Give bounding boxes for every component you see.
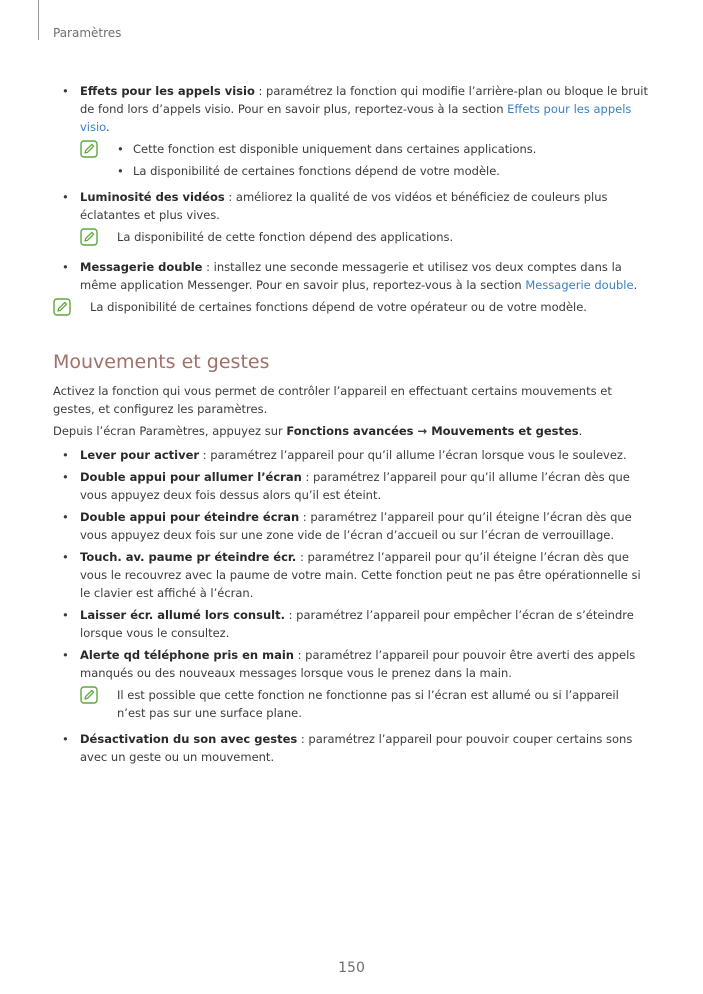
item-text: : paramétrez l’appareil pour qu’il éteigne l’écran dès que vous le recouvrez avec la paume de votre main. Cette fonction peut ne pas être opérationnelle si le clavier est affiché à l’écran. bbox=[80, 550, 641, 600]
item-text: : paramétrez l’appareil pour qu’il allume l’écran lorsque vous le soulevez. bbox=[199, 448, 627, 462]
item-term: Touch. av. paume pr éteindre écr. bbox=[80, 550, 297, 564]
list-item bbox=[53, 188, 649, 224]
note bbox=[53, 140, 649, 180]
item-term: Effets pour les appels visio bbox=[80, 84, 255, 98]
note-text: La disponibilité de cette fonction dépend des applications. bbox=[117, 230, 454, 244]
running-header: Paramètres bbox=[53, 26, 122, 40]
item-text: : paramétrez l’appareil pour qu’il allume l’écran dès que vous appuyez deux fois dessus alors qu’il est éteint. bbox=[80, 470, 630, 502]
page-content bbox=[53, 82, 649, 770]
item-text: : paramétrez la fonction qui modifie l’arrière-plan ou bloque le bruit de fond lors d’appels visio. Pour en savoir plus, reportez-vous à la section bbox=[80, 84, 648, 116]
note-pencil-icon bbox=[80, 686, 98, 704]
note-bullet: • Cette fonction est disponible uniquement dans certaines applications. bbox=[117, 140, 649, 158]
section-link[interactable]: Effets pour les appels visio bbox=[80, 102, 632, 134]
note-pencil-icon bbox=[53, 298, 71, 316]
list-item bbox=[53, 730, 649, 766]
list-item bbox=[53, 446, 649, 464]
note bbox=[53, 228, 649, 250]
note-pencil-icon bbox=[80, 228, 98, 246]
item-term: Luminosité des vidéos bbox=[80, 190, 225, 204]
path-item: Mouvements et gestes bbox=[431, 424, 579, 438]
item-term: Laisser écr. allumé lors consult. bbox=[80, 608, 285, 622]
list-item bbox=[53, 508, 649, 544]
header-rule bbox=[38, 0, 39, 40]
section-title: Mouvements et gestes bbox=[53, 351, 270, 373]
path-arrow: → bbox=[413, 424, 432, 438]
note bbox=[53, 298, 649, 320]
list-item bbox=[53, 646, 649, 682]
item-text: : paramétrez l’appareil pour pouvoir être averti des appels manqués ou des nouveaux messages lorsque vous le prenez dans la main. bbox=[80, 648, 636, 680]
list-item: • Effets pour les appels visio : paramétrez la fonction qui modifie l’arrière-plan ou bloque le bruit de fond lors d’appels visio. Pour en savoir plus, reportez-vous à la section Effets pour les appels visio. bbox=[53, 82, 649, 136]
item-text: : paramétrez l’appareil pour empêcher l’écran de s’éteindre lorsque vous le consultez. bbox=[80, 608, 634, 640]
list-item bbox=[53, 548, 649, 602]
item-text: : améliorez la qualité de vos vidéos et bénéficiez de couleurs plus éclatantes et plus vives. bbox=[80, 190, 608, 222]
list-item: • Messagerie double : installez une seconde messagerie et utilisez vos deux comptes dans la même application Messenger. Pour en savoir plus, reportez-vous à la section Messagerie double. bbox=[53, 258, 649, 294]
note bbox=[53, 686, 649, 722]
section-intro: Activez la fonction qui vous permet de contrôler l’appareil en effectuant certains mouvements et gestes, et configurez les paramètres. bbox=[53, 384, 612, 416]
item-term: Double appui pour allumer l’écran bbox=[80, 470, 302, 484]
item-text: : paramétrez l’appareil pour qu’il éteigne l’écran dès que vous appuyez deux fois sur une zone vide de l’écran d’accueil ou sur l’écran de verrouillage. bbox=[80, 510, 632, 542]
note-pencil-icon bbox=[80, 140, 98, 158]
note-text: Il est possible que cette fonction ne fonctionne pas si l’écran est allumé ou si l’appareil n’est pas sur une surface plane. bbox=[117, 688, 619, 720]
note-text: La disponibilité de certaines fonctions dépend de votre opérateur ou de votre modèle. bbox=[90, 300, 587, 314]
item-term: Messagerie double bbox=[80, 260, 203, 274]
item-term: Lever pour activer bbox=[80, 448, 200, 462]
list-item bbox=[53, 468, 649, 504]
path-item: Fonctions avancées bbox=[286, 424, 414, 438]
item-term: Alerte qd téléphone pris en main bbox=[80, 648, 294, 662]
item-text: : installez une seconde messagerie et utilisez vos deux comptes dans la même application Messenger. Pour en savoir plus, reportez-vous à la section bbox=[80, 260, 622, 292]
section-link[interactable]: Messagerie double bbox=[525, 278, 634, 292]
note-bullet: • La disponibilité de certaines fonctions dépend de votre modèle. bbox=[117, 162, 649, 180]
item-text: : paramétrez l’appareil pour pouvoir couper certains sons avec un geste ou un mouvement. bbox=[80, 732, 633, 764]
settings-path: Depuis l’écran Paramètres, appuyez sur Fonctions avancées → Mouvements et gestes. bbox=[53, 424, 583, 438]
item-term: Désactivation du son avec gestes bbox=[80, 732, 298, 746]
page-number: 150 bbox=[338, 960, 365, 976]
item-term: Double appui pour éteindre écran bbox=[80, 510, 300, 524]
list-item bbox=[53, 606, 649, 642]
